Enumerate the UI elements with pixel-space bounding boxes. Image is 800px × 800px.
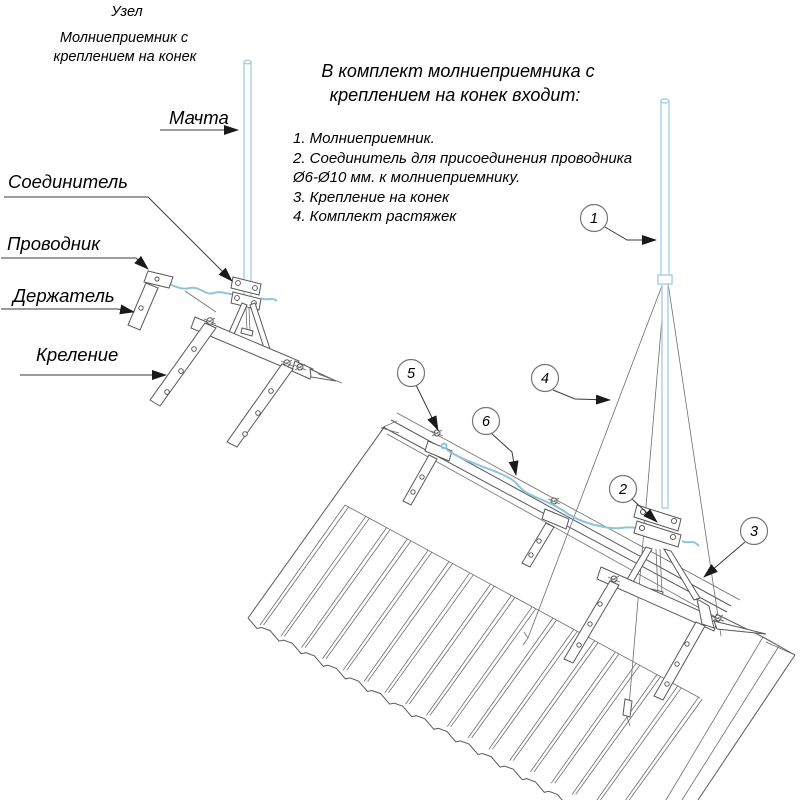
svg-text:3: 3: [749, 524, 759, 540]
mast-nut-left: [241, 328, 253, 336]
callout-5: [398, 360, 425, 387]
ridge-bracket-b: [522, 498, 569, 567]
callout-bubbles: [398, 205, 768, 545]
kit-heading-line2: креплением на конек входит:: [329, 85, 581, 105]
leader-holder: [1, 309, 134, 312]
callout-2: [610, 476, 637, 503]
svg-text:2: 2: [618, 482, 628, 498]
mast-right: [658, 99, 672, 508]
label-mount: Креление: [36, 344, 119, 365]
note-subtitle-1: Молниеприемник с: [59, 30, 189, 46]
callout-4: [532, 365, 559, 392]
kit-item-2: 2. Соединитель для присоединения проводника: [293, 150, 633, 167]
roof-drawing: [248, 413, 795, 800]
mast-left: [244, 62, 251, 305]
guy-collar: [658, 275, 672, 284]
kit-item-2b: Ø6-Ø10 мм. к молниеприемнику.: [293, 169, 521, 186]
callout-1: [581, 205, 608, 232]
leader-conductor: [1, 258, 148, 269]
callout-3: [741, 518, 768, 545]
svg-text:5: 5: [406, 366, 416, 382]
svg-text:4: 4: [540, 371, 550, 387]
kit-item-1: 1. Молниеприемник.: [293, 130, 435, 147]
label-holder: Держатель: [13, 285, 115, 306]
label-conductor: Проводник: [7, 233, 100, 254]
svg-text:1: 1: [589, 211, 599, 227]
connector-right: [634, 505, 699, 547]
note-subtitle-2: креплением на конек: [53, 49, 197, 65]
holder: [128, 271, 173, 330]
callout-leaders: [416, 227, 745, 577]
ridge-mount-assembly: [564, 505, 766, 700]
detail-drawing: [128, 60, 342, 447]
kit-item-4: 4. Комплект растяжек: [293, 208, 457, 225]
guy-anchor: [523, 632, 528, 645]
label-connector: Соединитель: [8, 171, 128, 192]
callout-6: [473, 408, 500, 435]
note-title: Узел: [111, 4, 143, 20]
kit-item-3: 3. Крепление на конек: [293, 189, 450, 206]
kit-heading-line1: В комплект молниеприемника с: [321, 61, 595, 81]
label-mast: Мачта: [169, 107, 229, 128]
svg-text:6: 6: [481, 414, 491, 430]
